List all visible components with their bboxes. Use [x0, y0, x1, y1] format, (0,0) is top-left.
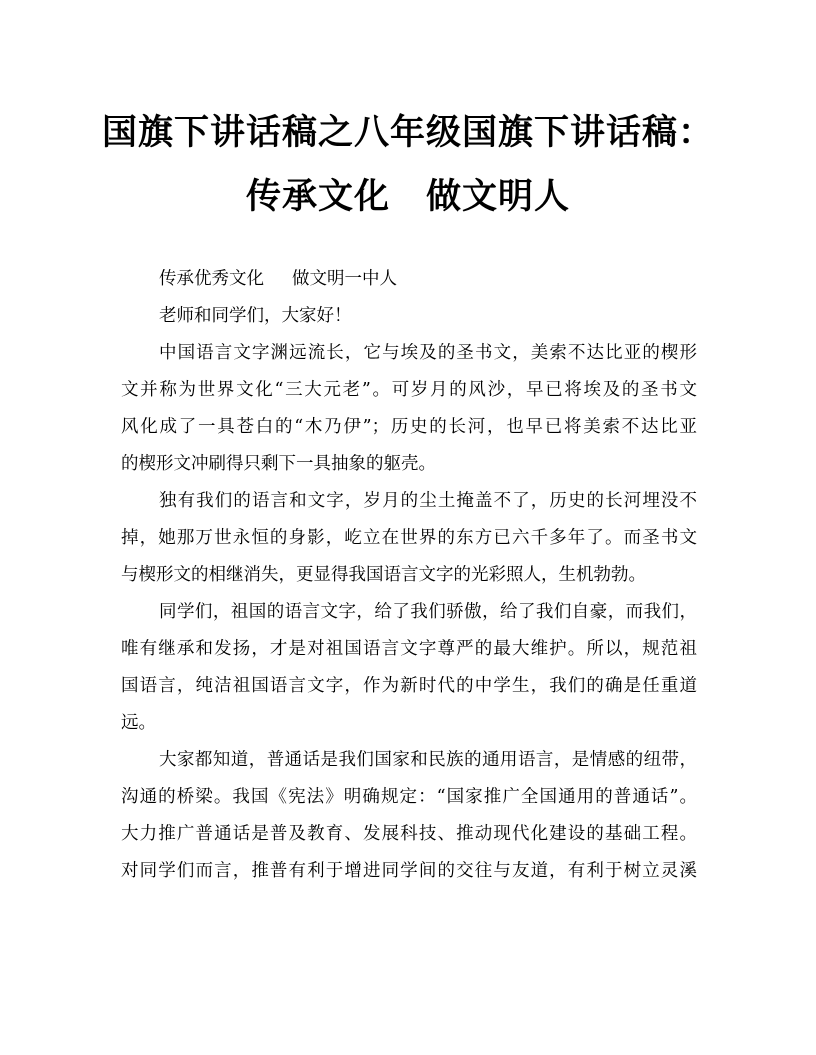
paragraph-line: 大力推广普通话是普及教育、发展科技、推动现代化建设的基础工程。: [121, 824, 697, 844]
greeting: 老师和同学们，大家好！: [159, 306, 352, 326]
paragraph-line: 沟通的桥梁。我国《宪法》明确规定：“国家推广全国通用的普通话”。: [121, 787, 697, 807]
paragraph-line: 大家都知道，普通话是我们国家和民族的通用语言，是情感的纽带，: [159, 750, 697, 770]
paragraph-line: 掉，她那万世永恒的身影，屹立在世界的东方已六千多年了。而圣书文: [121, 528, 697, 548]
paragraph-line: 的楔形文冲刷得只剩下一具抽象的躯壳。: [121, 454, 436, 474]
document-body: [121, 261, 697, 890]
document-title: 国旗下讲话稿之八年级国旗下讲话稿：: [101, 112, 714, 153]
heading-part-2: 做文明一中人: [292, 269, 397, 289]
paragraph-line: 国语言，纯洁祖国语言文字，作为新时代的中学生，我们的确是任重道: [121, 676, 697, 696]
subtitle-part-2: 做文明人: [426, 176, 571, 217]
subtitle-part-1: 传承文化: [245, 176, 390, 217]
paragraph-line: 对同学们而言，推普有利于增进同学间的交往与友道，有利于树立灵溪: [121, 861, 697, 881]
paragraph-line: 唯有继承和发扬，才是对祖国语言文字尊严的最大维护。所以，规范祖: [121, 639, 697, 659]
paragraph-line: 同学们，祖国的语言文字，给了我们骄傲，给了我们自豪，而我们，: [159, 602, 697, 622]
paragraph-line: 远。: [121, 713, 156, 733]
paragraph-line: 与楔形文的相继消失，更显得我国语言文字的光彩照人，生机勃勃。: [121, 565, 646, 585]
paragraph-line: 独有我们的语言和文字，岁月的尘土掩盖不了，历史的长河埋没不: [159, 491, 697, 511]
heading-part-1: 传承优秀文化: [159, 269, 264, 289]
paragraph-line: 风化成了一具苍白的“木乃伊”；历史的长河，也早已将美索不达比亚: [121, 417, 697, 437]
section-heading: [121, 261, 697, 298]
paragraph-line: 文并称为世界文化“三大元老”。可岁月的风沙，早已将埃及的圣书文: [121, 380, 697, 400]
document-subtitle: [100, 167, 716, 227]
paragraph-line: 中国语言文字渊远流长，它与埃及的圣书文，美索不达比亚的楔形: [159, 343, 697, 363]
